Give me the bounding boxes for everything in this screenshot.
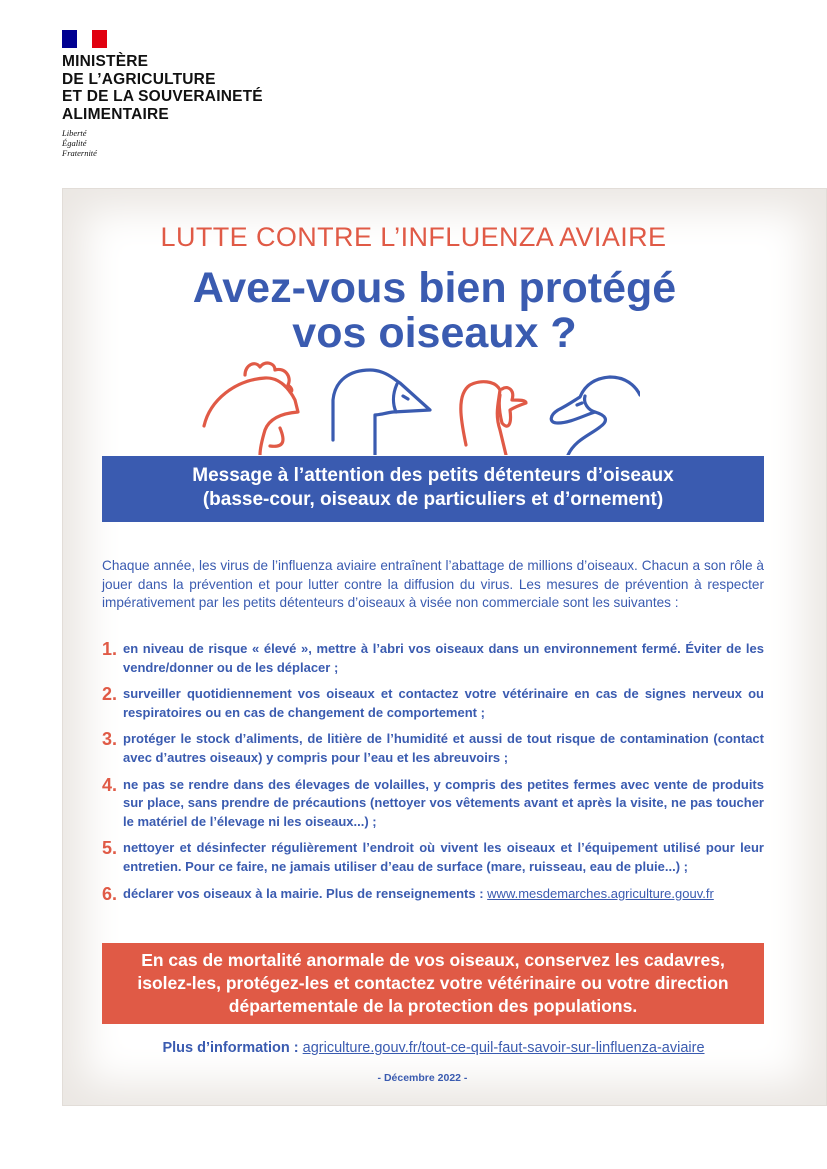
headline-line: vos oiseaux ? — [292, 309, 577, 357]
kicker-title: LUTTE CONTRE L’INFLUENZA AVIAIRE — [160, 222, 667, 252]
mesdemarches-link[interactable]: www.mesdemarches.agriculture.gouv.fr — [487, 885, 714, 901]
audience-banner — [102, 456, 764, 522]
ministry-logo — [62, 30, 263, 158]
alert-line: En cas de mortalité anormale de vos oiseaux, conservez les cadavres, — [141, 950, 725, 970]
list-item — [102, 640, 764, 677]
marianne-flag-icon — [62, 30, 107, 48]
goose-icon — [333, 370, 430, 455]
list-item — [102, 885, 764, 904]
list-item — [102, 685, 764, 722]
item-text: ne pas se rendre dans des élevages de volailles, y compris des petites fermes avec vente de produits sur place, sans prendre de précautions (nettoyer vos vêtements avant et après la visite, ne pas toucher le matériel de l’élevage ni les oiseaux...) ; — [123, 776, 764, 829]
item-text — [123, 885, 764, 904]
intro-paragraph: Chaque année, les virus de l’influenza aviaire entraînent l’abattage de millions d’oiseaux. Chacun a son rôle à jouer dans la prévention et pour lutter contre la diffusion du virus. Les mesures de prévention à respecter impérativement par les petits détenteurs d’oiseaux à visée non commerciale sont les suivantes : — [102, 558, 764, 611]
alert-line: isolez-les, protégez-les et contactez votre vétérinaire ou votre direction — [137, 973, 729, 993]
more-info-label: Plus d’information : — [162, 1040, 299, 1056]
item-number: 4. — [102, 774, 118, 795]
measures-list — [102, 640, 764, 911]
item-number: 6. — [102, 883, 118, 904]
ministry-name — [62, 53, 263, 123]
alert-line: départementale de la protection des populations. — [228, 996, 638, 1016]
alert-banner — [102, 943, 764, 1024]
item-number: 5. — [102, 838, 118, 859]
motto-line: Égalité — [62, 138, 87, 148]
list-item — [102, 776, 764, 832]
ministry-line: DE L’AGRICULTURE — [62, 70, 216, 88]
ministry-line: ALIMENTAIRE — [62, 105, 169, 123]
list-item — [102, 839, 764, 876]
birds-illustration — [190, 355, 640, 455]
chicken-icon — [204, 363, 298, 455]
item-text: protéger le stock d’aliments, de litière de l’humidité et aussi de tout risque de contamination (contact avec d’autres oiseaux) y compris pour l’eau et les abreuvoirs ; — [123, 731, 764, 765]
publication-date: - Décembre 2022 - — [377, 1072, 468, 1084]
headline — [0, 266, 827, 356]
ministry-line: MINISTÈRE — [62, 53, 149, 70]
item-number: 1. — [102, 639, 118, 659]
more-info — [0, 1040, 827, 1056]
item-text: en niveau de risque « élevé », mettre à l’abri vos oiseaux dans un environnement fermé. Éviter de les vendre/donner ou de les déplacer ; — [123, 641, 764, 675]
item-number: 3. — [102, 729, 118, 750]
duck-icon — [551, 377, 640, 455]
motto — [62, 128, 263, 158]
item-text: surveiller quotidiennement vos oiseaux et contactez votre vétérinaire en cas de signes nerveux ou respiratoires ou en cas de changement de comportement ; — [123, 686, 764, 720]
item-text-body: déclarer vos oiseaux à la mairie. Plus de renseignements : — [123, 885, 488, 901]
banner-line: (basse-cour, oiseaux de particuliers et d’ornement) — [202, 489, 664, 510]
motto-line: Fraternité — [62, 148, 97, 158]
motto-line: Liberté — [62, 128, 87, 138]
more-info-link[interactable]: agriculture.gouv.fr/tout-ce-quil-faut-savoir-sur-linfluenza-aviaire — [302, 1040, 705, 1056]
item-number: 2. — [102, 684, 118, 705]
turkey-icon — [461, 382, 526, 455]
banner-line: Message à l’attention des petits détenteurs d’oiseaux — [192, 465, 674, 486]
headline-line: Avez-vous bien protégé — [192, 264, 677, 312]
item-text: nettoyer et désinfecter régulièrement l’endroit où vivent les oiseaux et l’équipement utilisé pour leur entretien. Pour ce faire, ne jamais utiliser d’eau de surface (mare, ruisseau, eau de pluie...) ; — [123, 840, 764, 874]
ministry-line: ET DE LA SOUVERAINETÉ — [62, 88, 263, 105]
list-item — [102, 730, 764, 767]
